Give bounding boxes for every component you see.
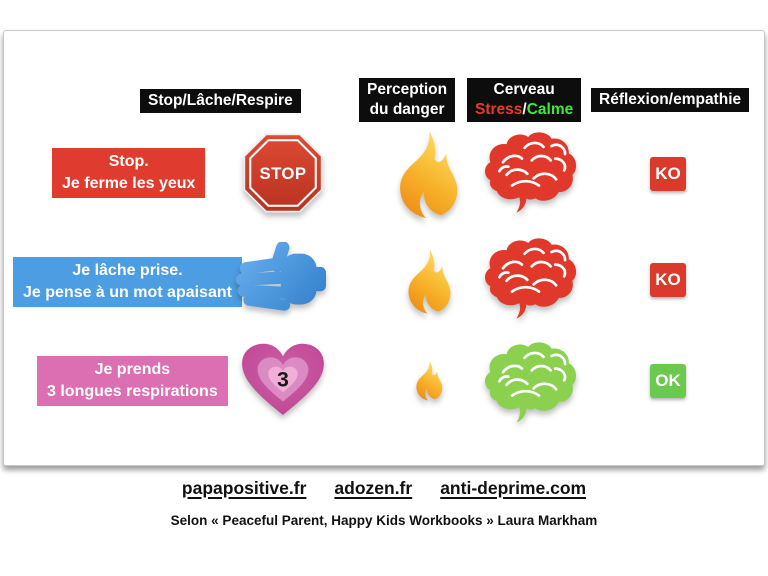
flame-medium-icon — [402, 248, 456, 316]
flame-large-icon — [392, 128, 464, 222]
row3-status-badge: OK — [650, 364, 686, 398]
row1-status-badge: KO — [650, 157, 686, 191]
stop-sign-text: STOP — [259, 163, 307, 183]
hand-icon — [232, 242, 326, 318]
heart-breathing-icon — [238, 342, 328, 422]
row1-label-line2: Je ferme les yeux — [62, 175, 196, 192]
header-line: Perception — [367, 81, 448, 98]
brain-stressed-icon — [476, 234, 584, 324]
calme-label: Calme — [526, 101, 574, 118]
link-adozen[interactable]: adozen.fr — [334, 478, 413, 498]
row3-label-line2: 3 longues respirations — [47, 383, 218, 400]
row3-label — [37, 356, 228, 406]
row2-label-line2: Je pense à un mot apaisant — [23, 284, 232, 301]
footer-links — [0, 478, 768, 499]
header-cerveau-stress-calme — [467, 78, 581, 122]
header-text: Réflexion/empathie — [599, 91, 742, 108]
header-line: du danger — [369, 101, 445, 118]
row1-label-line1: Stop. — [108, 153, 149, 170]
brain-calm-icon — [476, 338, 584, 428]
row2-label-line1: Je lâche prise. — [72, 262, 183, 279]
stop-sign-icon — [241, 131, 325, 215]
credit-line: Selon « Peaceful Parent, Happy Kids Workbooks » Laura Markham — [170, 513, 598, 528]
flame-small-icon — [412, 360, 446, 402]
row2-status-badge: KO — [650, 263, 686, 297]
header-perception-du-danger — [359, 78, 455, 122]
header-line: Cerveau — [493, 81, 555, 98]
header-text: Stop/Lâche/Respire — [148, 92, 293, 109]
header-reflexion-empathie — [591, 88, 749, 112]
header-line — [475, 100, 573, 120]
stress-label: Stress — [475, 101, 523, 118]
link-anti-deprime[interactable]: anti-deprime.com — [440, 478, 587, 498]
slash: / — [522, 101, 527, 118]
brain-stressed-icon — [476, 128, 584, 218]
row3-label-line1: Je prends — [94, 361, 171, 378]
link-papapositive[interactable]: papapositive.fr — [181, 478, 307, 498]
heart-number: 3 — [277, 367, 289, 392]
row1-label — [52, 148, 205, 198]
header-stop-lache-respire — [140, 89, 301, 113]
row2-label — [13, 257, 242, 307]
